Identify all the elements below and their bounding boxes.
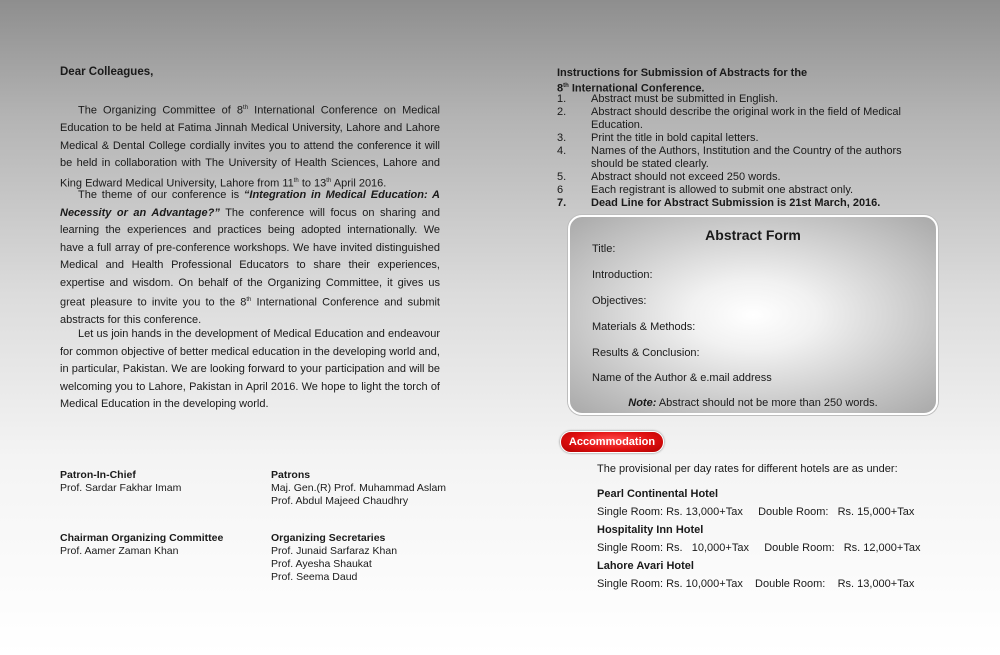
- patrons-title: Patrons: [271, 469, 311, 481]
- letter-paragraph-3: Let us join hands in the development of Medical Education and endeavour for common objective of better medical education in the developing world and, in particular, Pakistan. We are looking forward to your participation and will be welcoming you to Lahore, Pakistan in April 2016. We hope to light the torch of Medical Education in the developing world.: [60, 328, 440, 410]
- form-field-objectives: Objectives:: [592, 295, 647, 307]
- hotel-rates: Single Room: Rs. 13,000+Tax Double Room: Rs. 15,000+Tax: [597, 506, 915, 518]
- abstract-form-title: Abstract Form: [705, 227, 801, 243]
- patron-in-chief-block: [60, 469, 181, 495]
- hotel-rates: Single Room: Rs. 10,000+Tax Double Room: Rs. 13,000+Tax: [597, 578, 915, 590]
- chairman-name: Prof. Aamer Zaman Khan: [60, 545, 179, 557]
- patron-in-chief-name: Prof. Sardar Fakhar Imam: [60, 482, 182, 494]
- instructions-heading: Instructions for Submission of Abstracts for the 8th International Conference.: [557, 67, 808, 95]
- abstract-form-note: Note: Abstract should not be more than 250 words.: [628, 397, 878, 409]
- secretaries-title: Organizing Secretaries: [271, 532, 386, 544]
- instruction-item: 6 Each registrant is allowed to submit one abstract only.: [557, 184, 854, 196]
- chairman-title: Chairman Organizing Committee: [60, 532, 224, 544]
- form-field-results-conclusion: Results & Conclusion:: [592, 347, 700, 359]
- chairman-block: [60, 532, 223, 558]
- conference-theme: “Integration in Medical Education: A Necessity or an Advantage?”: [60, 189, 440, 219]
- instruction-item: 3. Print the title in bold capital letters.: [557, 132, 759, 144]
- form-field-materials-methods: Materials & Methods:: [592, 321, 696, 333]
- letter-paragraph-2: The theme of our conference is “Integration in Medical Education: A Necessity or an Advantage?” The conference will focus on sharing and learning the experiences and practices being adopted internationally. We have a full array of pre-conference workshops. We have invited distinguished Medical and Health Professional Educators to share their experiences, expertise and wisdom. On behalf of the Organizing Committee, it gives us great pleasure to invite you to the 8th International Conference and submit abstracts for this conference.: [60, 189, 441, 327]
- instruction-item: 1. Abstract must be submitted in English.: [557, 93, 779, 105]
- instruction-item-deadline: 7. Dead Line for Abstract Submission is 21st March, 2016.: [557, 197, 881, 209]
- patron-name: Prof. Abdul Majeed Chaudhry: [271, 495, 409, 507]
- accommodation-badge: Accommodation: [560, 431, 664, 453]
- instruction-item: 4. Names of the Authors, Institution and the Country of the authors should be stated clearly.: [557, 145, 902, 170]
- secretary-name: Prof. Seema Daud: [271, 571, 358, 583]
- instructions-list: [557, 93, 937, 210]
- accommodation-intro: The provisional per day rates for different hotels are as under:: [597, 463, 898, 475]
- form-field-introduction: Introduction:: [592, 269, 653, 281]
- letter-greeting: Dear Colleagues,: [60, 66, 154, 78]
- secretary-name: Prof. Junaid Sarfaraz Khan: [271, 545, 398, 557]
- instruction-item: 2. Abstract should describe the original work in the field of Medical Education.: [557, 106, 901, 131]
- form-field-title: Title:: [592, 243, 616, 255]
- instruction-item: 5. Abstract should not exceed 250 words.: [557, 171, 781, 183]
- form-field-author-email: Name of the Author & e.mail address: [592, 372, 772, 384]
- patrons-block: [271, 469, 446, 508]
- hotel-name: Lahore Avari Hotel: [597, 560, 694, 572]
- secretary-name: Prof. Ayesha Shaukat: [271, 558, 372, 570]
- abstract-form-box: [568, 215, 938, 415]
- hotel-name: Pearl Continental Hotel: [597, 488, 719, 500]
- hotel-rates: Single Room: Rs. 10,000+Tax Double Room: Rs. 12,000+Tax: [597, 542, 921, 554]
- patron-name: Maj. Gen.(R) Prof. Muhammad Aslam: [271, 482, 447, 494]
- secretaries-block: [271, 532, 397, 584]
- letter-paragraph-1: The Organizing Committee of 8th International Conference on Medical Education to be held at Fatima Jinnah Medical University, Lahore and Lahore Medical & Dental College cordially invites you to attend the conference it will be held in collaboration with The University of Health Sciences, Lahore and King Edward Medical University, Lahore from 11th to 13th April 2016.: [60, 104, 440, 190]
- hotel-name: Hospitality Inn Hotel: [597, 524, 704, 536]
- patron-in-chief-title: Patron-In-Chief: [60, 469, 136, 481]
